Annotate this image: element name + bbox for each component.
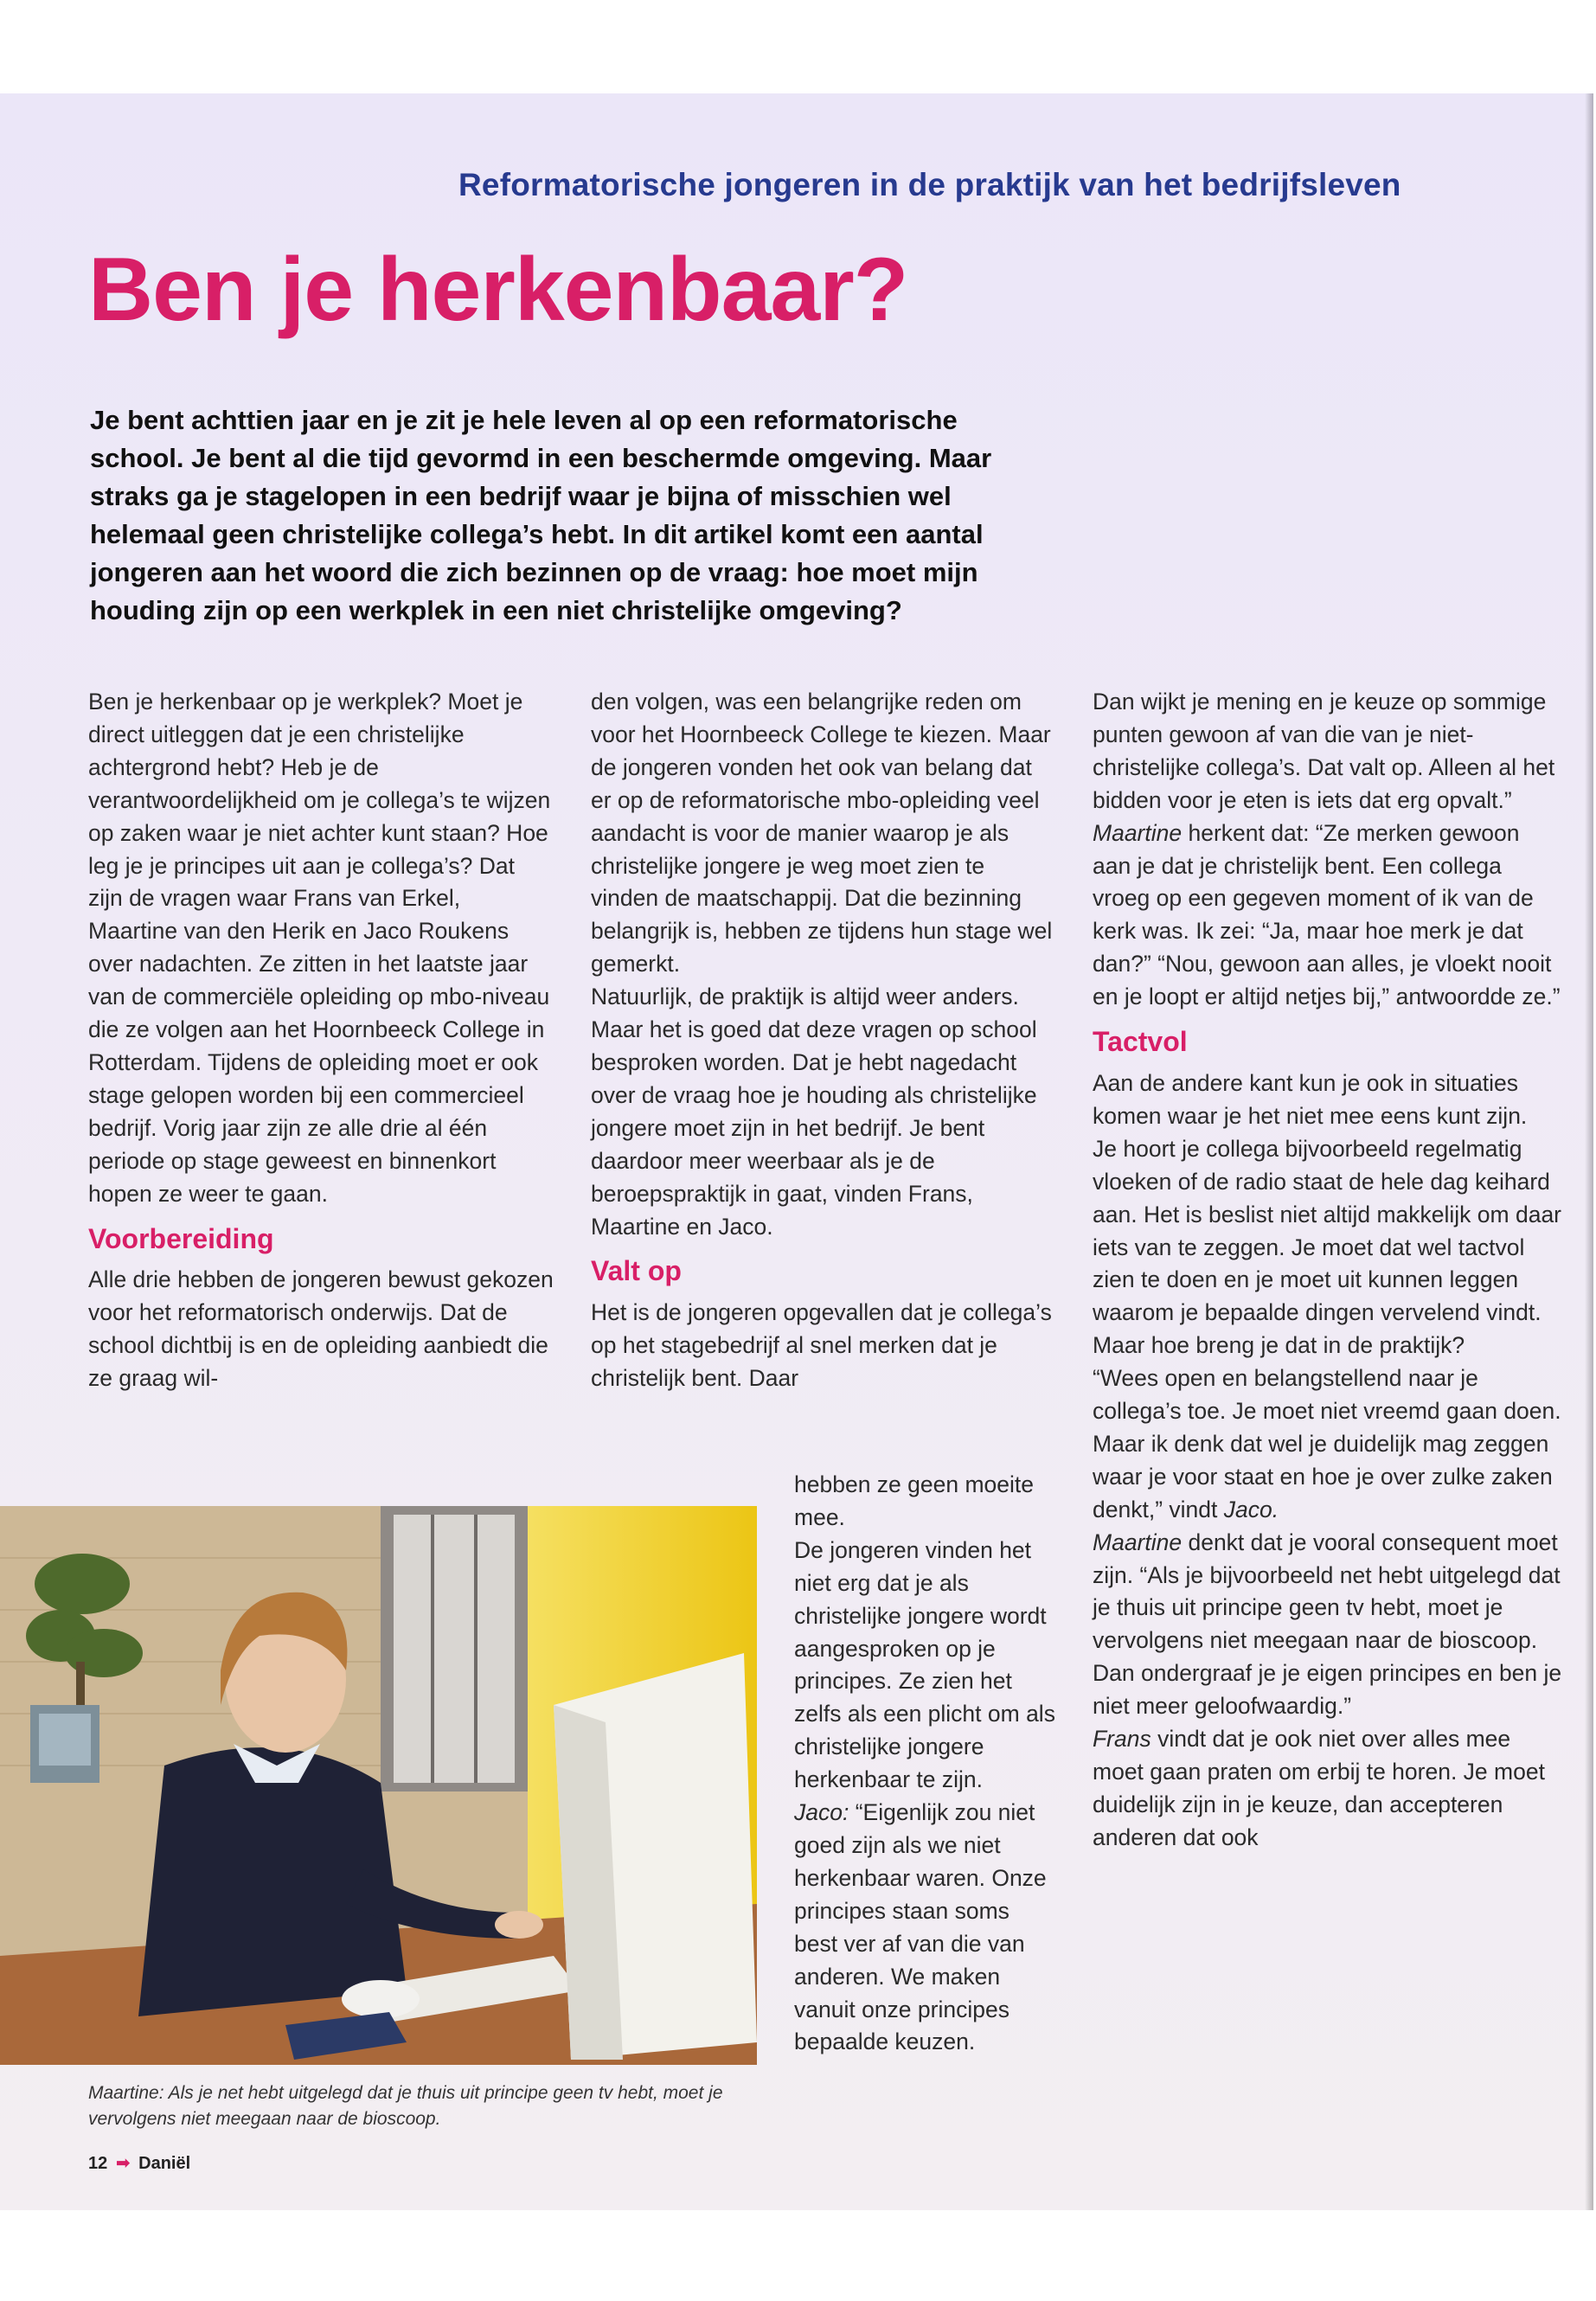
page-footer — [88, 2152, 190, 2174]
speaker-name: Frans — [1093, 1726, 1151, 1753]
paragraph — [794, 1797, 1058, 2059]
paragraph: Dan wijkt je mening en je keuze op sommige punten gewoon af van die van je niet-christelijke collega’s. Dat valt op. Alleen al het bidden voor je eten is iets dat erg opvalt.” — [1093, 689, 1555, 813]
page-number: 12 — [88, 2154, 108, 2173]
paragraph — [1093, 1723, 1564, 1855]
column-1 — [88, 686, 555, 1395]
paragraph: Aan de andere kant kun je ook in situaties komen waar je het niet mee eens kunt zijn. — [1093, 1069, 1528, 1129]
photo-caption: Maartine: Als je net hebt uitgelegd dat je thuis uit principe geen tv hebt, moet je vervolgens niet meegaan naar de bioscoop. — [88, 2083, 723, 2129]
magazine-page — [0, 93, 1593, 2210]
intro-paragraph: Je bent achttien jaar en je zit je hele leven al op een reformatorische school. Je bent al die tijd gevormd in een beschermde omgeving. Maar straks ga je stagelopen in een bedrijf waar je bijna of misschien wel helemaal geen christelijke collega’s hebt. In dit artikel komt een aantal jongeren aan het woord die zich bezinnen op de vraag: hoe moet mijn houding zijn op een werkplek in een niet christelijke omgeving? — [90, 405, 992, 625]
paragraph — [1093, 817, 1564, 1014]
quote-text: denkt dat je vooral consequent moet zijn. “Als je bijvoorbeeld net hebt uitgelegd dat je thuis uit principe geen tv hebt, moet je vervolgens niet meegaan naar de bioscoop. Dan ondergraaf je je eigen principes en ben je niet meer geloofwaardig.” — [1093, 1529, 1562, 1720]
paragraph: Ben je herkenbaar op je werkplek? Moet je direct uitleggen dat je een christelijke achtergrond hebt? Heb je de verantwoordelijkheid om je collega’s te wijzen op zaken waar je niet achter kunt staan? Hoe leg je je principes uit aan je collega’s? Dat zijn de vragen waar Frans van Erkel, Maartine van den Herik en Jaco Roukens over nadachten. Ze zitten in het laatste jaar van de commerciële opleiding op mbo-niveau die ze volgen aan het Hoornbeeck College in Rotterdam. Tijdens de opleiding moet er ook stage gelopen worden bij een commercieel bedrijf. Vorig jaar zijn ze alle drie al één periode op stage geweest en binnenkort hopen ze weer te gaan. — [88, 689, 551, 1207]
column-2-continued — [794, 1469, 1058, 2059]
column-2 — [591, 686, 1058, 1395]
page-title: Ben je herkenbaar? — [88, 240, 908, 340]
paragraph: den volgen, was een belangrijke reden om voor het Hoornbeeck College te kiezen. Maar de jongeren vonden het ook van belang dat er op de reformatorische mbo-opleiding veel aandacht is voor de manier waarop je als christelijke jongere je weg moet zien te vinden de maatschappij. Dat die bezinning belangrijk is, hebben ze tijdens hun stage wel gemerkt. — [591, 689, 1053, 977]
quote-text: herkent dat: “Ze merken gewoon aan je dat je christelijk bent. Een collega vroeg op een gegeven moment of ik van de kerk was. Ik zei: “Ja, maar hoe merk je dat dan?” “Nou, gewoon aan alles, je vloekt nooit en je loopt er altijd netjes bij,” antwoordde ze.” — [1093, 819, 1561, 1010]
paragraph — [1093, 1527, 1564, 1723]
arrow-right-icon: ➡ — [115, 2154, 131, 2173]
quote-text: vindt dat je ook niet over alles mee moet gaan praten om erbij te horen. Je moet duidelijk zijn in je keuze, dan accepteren anderen dat ook — [1093, 1726, 1545, 1850]
quote-text: “Wees open en belangstellend naar je collega’s toe. Je moet niet vreemd gaan doen. Maar ik denk dat wel je duidelijk mag zeggen waar je voor staat en hoe je over zulke zaken denkt,” vindt — [1093, 1365, 1561, 1522]
section-heading-valt-op: Valt op — [591, 1255, 682, 1287]
page-edge-shadow — [1585, 93, 1593, 2210]
column-3 — [1093, 686, 1564, 1855]
quote-text: “Eigenlijk zou niet goed zijn als we niet herkenbaar waren. Onze principes staan soms best ver af van die van anderen. We maken vanuit onze principes bepaalde keuzen. — [794, 1799, 1047, 2055]
section-heading-voorbereiding: Voorbereiding — [88, 1222, 274, 1254]
paragraph — [1093, 1362, 1564, 1527]
section-heading-tactvol: Tactvol — [1093, 1026, 1188, 1058]
paragraph: Het is de jongeren opgevallen dat je collega’s op het stagebedrijf al snel merken dat je christelijk bent. Daar — [591, 1299, 1052, 1392]
paragraph: hebben ze geen moeite mee. — [794, 1471, 1034, 1530]
paragraph: Alle drie hebben de jongeren bewust gekozen voor het reformatorisch onderwijs. Dat de school dichtbij is en de opleiding aanbiedt die ze graag wil- — [88, 1266, 554, 1392]
magazine-name: Daniël — [138, 2154, 191, 2173]
paragraph: Natuurlijk, de praktijk is altijd weer anders. Maar het is goed dat deze vragen op school besproken worden. Dat je hebt nagedacht over de vraag hoe je houding als christelijke jongere moet zijn in het bedrijf. Je bent daardoor meer weerbaar als je de beroepspraktijk in gaat, vinden Frans, Maartine en Jaco. — [591, 984, 1037, 1240]
kicker: Reformatorische jongeren in de praktijk van het bedrijfsleven — [458, 167, 1401, 202]
article-photo — [0, 1506, 757, 2065]
speaker-name: Jaco. — [1223, 1496, 1279, 1522]
speaker-name: Jaco: — [794, 1799, 849, 1826]
paragraph: Je hoort je collega bijvoorbeeld regelmatig vloeken of de radio staat de hele dag keihard aan. Het is beslist niet altijd makkelijk om daar iets van te zeggen. Je moet dat wel tactvol zien te doen en je moet uit kunnen leggen waarom je bepaalde dingen vervelend vindt. Maar hoe breng je dat in de praktijk? — [1093, 1135, 1562, 1359]
speaker-name: Maartine — [1093, 1529, 1183, 1555]
paragraph: De jongeren vinden het niet erg dat je als christelijke jongere wordt aangesproken op je principes. Ze zien het zelfs als een plicht om als christelijke jongere herkenbaar te zijn. — [794, 1536, 1055, 1793]
speaker-name: Maartine — [1093, 819, 1183, 846]
